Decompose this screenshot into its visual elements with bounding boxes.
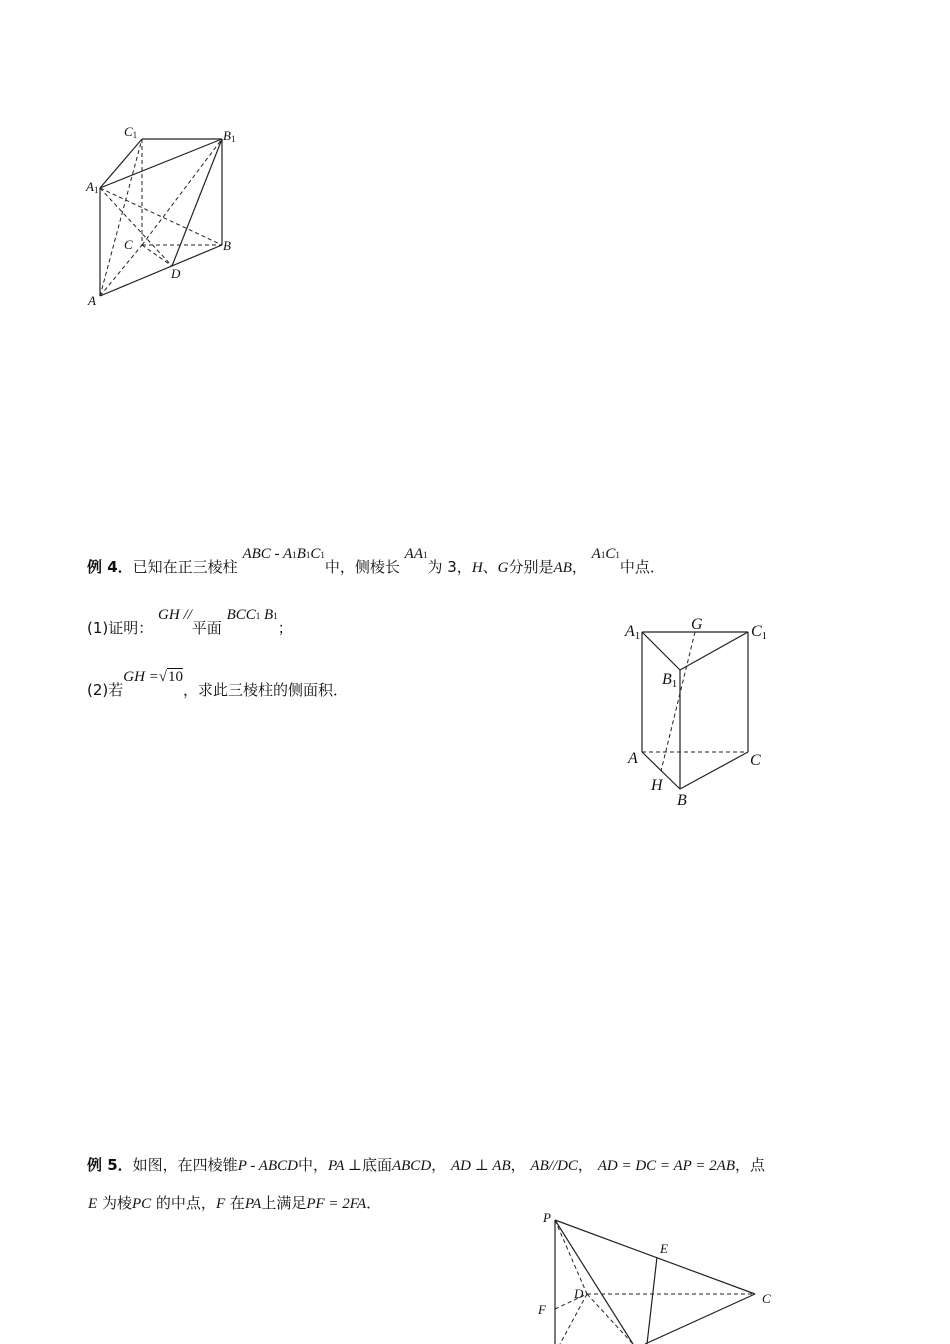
example-4-number: 例 4． xyxy=(87,558,133,576)
label-b1: B1 xyxy=(662,671,678,690)
label-e: E xyxy=(660,1241,668,1256)
label-c: C xyxy=(762,1291,771,1306)
segment-d-b xyxy=(587,1294,633,1344)
label-a: A xyxy=(88,293,96,308)
gh-equation: GH =√10 xyxy=(123,669,184,685)
edge-b1-c1 xyxy=(680,632,748,670)
gh-parallel: GH // xyxy=(158,607,192,623)
edge-aa1: AA1 xyxy=(404,546,428,562)
label-d: D xyxy=(171,266,181,281)
example-5-statement-line-2: E 为棱PC 的中点，F 在PA上满足PF = 2FA． xyxy=(88,1194,382,1212)
label-c1: C1 xyxy=(124,124,138,140)
label-a1: A1 xyxy=(625,623,641,642)
example-5-statement-line-1: 例 5．如图，在四棱锥P - ABCD中，PA ⊥底面ABCD， AD ⊥ AB， AB//DC， AD = DC = AP = 2AB，点 xyxy=(87,1156,766,1174)
edge-a1c1: A1C1 xyxy=(591,546,620,562)
figure-prism-abc-d xyxy=(80,118,250,318)
segment-d-down xyxy=(560,1294,587,1344)
edge-c-b xyxy=(645,1294,755,1344)
label-f: F xyxy=(538,1302,546,1317)
label-b1: B1 xyxy=(223,128,236,144)
edge-p-b xyxy=(555,1220,633,1344)
edge-c-d xyxy=(142,245,172,266)
edge-p-c xyxy=(555,1220,755,1294)
label-b: B xyxy=(223,238,231,253)
label-h: H xyxy=(651,777,663,794)
segment-e-down xyxy=(647,1257,657,1344)
label-d: D xyxy=(574,1286,584,1301)
label-c: C xyxy=(750,752,761,769)
edge-a-b xyxy=(100,245,222,296)
label-p: P xyxy=(543,1210,551,1225)
edge-a1-b1 xyxy=(642,632,680,670)
example-4-statement: 例 4．已知在正三棱柱 ABC - A1B1C1中，侧棱长 AA1为 3，H、G分别是AB， A1C1中点． xyxy=(87,546,665,576)
label-a1: A1 xyxy=(86,179,99,195)
label-a: A xyxy=(628,750,638,767)
edge-a1-c1 xyxy=(100,139,142,188)
edge-b1-d xyxy=(172,139,222,266)
example-4-part-2: (2)若GH =√10，求此三棱柱的侧面积． xyxy=(87,669,349,699)
prism-name: ABC - A1B1C1 xyxy=(242,546,325,562)
label-c1: C1 xyxy=(751,623,768,642)
edge-p-d xyxy=(555,1220,587,1294)
label-b: B xyxy=(677,792,687,809)
label-c: C xyxy=(124,237,133,252)
edge-a-c1 xyxy=(100,139,142,296)
edge-a1-b xyxy=(100,188,222,245)
edge-a-c xyxy=(100,245,142,296)
figure-prism-gh xyxy=(620,612,780,812)
plane-bcc1b1: BCC1 B1 xyxy=(226,607,278,623)
example-5-number: 例 5． xyxy=(87,1156,133,1174)
edge-b-c xyxy=(680,752,748,789)
example-4-part-1: (1)证明： GH //平面 BCC1 B1； xyxy=(87,607,293,637)
edge-a1-b1 xyxy=(100,139,222,188)
label-g: G xyxy=(691,616,703,633)
segment-gh xyxy=(661,632,695,771)
figure-pyramid-pabcd xyxy=(530,1205,790,1344)
